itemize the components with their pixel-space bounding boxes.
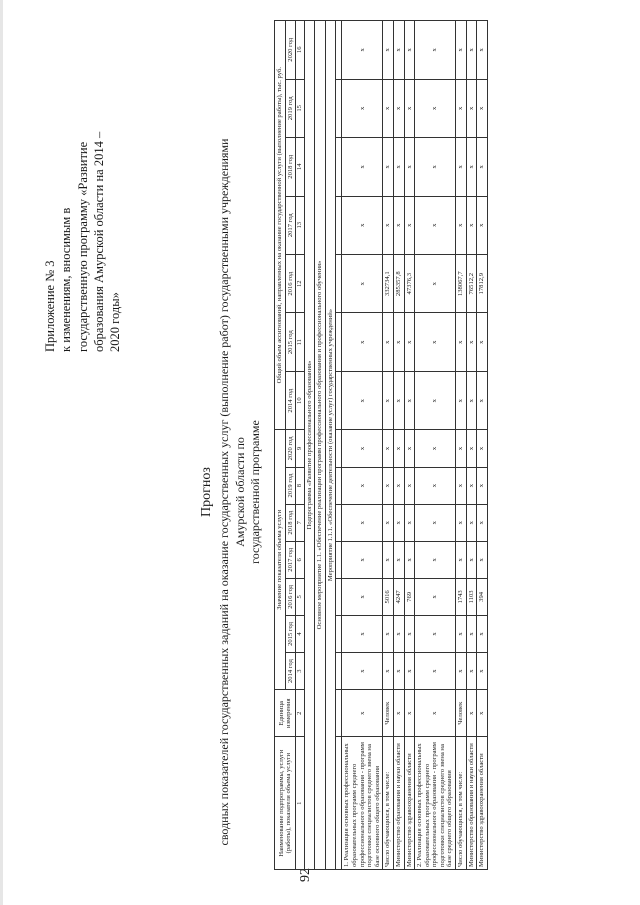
value-cell: х [404, 430, 415, 467]
finance-cell: х [393, 196, 404, 254]
finance-cell: х [393, 313, 404, 371]
value-cell: х [415, 541, 456, 578]
table-row [404, 21, 415, 870]
finance-cell: х [383, 313, 394, 371]
column-number: 1 [296, 737, 305, 870]
finance-cell: х [466, 21, 477, 80]
table-row [466, 21, 477, 870]
measure-row [325, 21, 336, 870]
finance-cell: 17812,9 [477, 254, 488, 312]
value-cell: х [383, 504, 394, 541]
finance-cell: х [466, 313, 477, 371]
row-unit-cell: х [466, 690, 477, 737]
row-unit-cell: х [393, 690, 404, 737]
finance-cell: х [466, 79, 477, 137]
title-line: государственной программе [248, 420, 263, 564]
column-number: 10 [296, 371, 305, 429]
column-number-row [296, 21, 305, 870]
value-cell: х [393, 653, 404, 690]
value-cell: 769 [404, 578, 415, 615]
value-cell: х [415, 467, 456, 504]
finance-cell: х [342, 313, 383, 371]
finance-cell: х [455, 21, 466, 80]
column-number: 6 [296, 541, 305, 578]
value-cell: х [415, 578, 456, 615]
finance-cell: х [415, 196, 456, 254]
finance-cell: х [455, 371, 466, 429]
finance-cell: х [415, 371, 456, 429]
value-cell: х [477, 467, 488, 504]
year-cell: 2014 год [285, 371, 296, 429]
value-cell: х [466, 504, 477, 541]
finance-cell: 138067,7 [455, 254, 466, 312]
finance-cell: х [342, 79, 383, 137]
table-row [383, 21, 394, 870]
value-cell: х [415, 504, 456, 541]
value-cell: х [466, 615, 477, 652]
row-name-cell: Министерство здравоохранения области [404, 737, 415, 870]
value-cell: х [466, 430, 477, 467]
finance-cell: х [455, 138, 466, 196]
row-unit-cell: х [342, 690, 383, 737]
column-number: 7 [296, 504, 305, 541]
value-cell: х [455, 430, 466, 467]
column-number: 8 [296, 467, 305, 504]
finance-cell: 76512,2 [466, 254, 477, 312]
finance-cell: х [455, 79, 466, 137]
value-cell: х [477, 504, 488, 541]
finance-cell: х [383, 196, 394, 254]
value-cell: х [455, 653, 466, 690]
finance-cell: х [404, 79, 415, 137]
finance-cell: х [383, 138, 394, 196]
subprogram-title: Подпрограмма «Развитие профессионального образования» [304, 21, 315, 870]
year-cell: 2016 год [285, 578, 296, 615]
column-number: 5 [296, 578, 305, 615]
value-cell: 5016 [383, 578, 394, 615]
finance-cell: х [393, 138, 404, 196]
column-number: 11 [296, 313, 305, 371]
year-cell: 2018 год [285, 138, 296, 196]
subprogram-row [304, 21, 315, 870]
value-cell: х [415, 653, 456, 690]
value-cell: х [342, 653, 383, 690]
finance-cell: х [342, 138, 383, 196]
value-cell: х [466, 653, 477, 690]
year-cell: 2015 год [285, 313, 296, 371]
value-cell: х [477, 615, 488, 652]
finance-cell: х [415, 138, 456, 196]
finance-cell: х [404, 138, 415, 196]
forecast-table [274, 20, 488, 870]
value-cell: х [404, 615, 415, 652]
value-cell: х [393, 615, 404, 652]
row-unit-cell: Человек [383, 690, 394, 737]
row-unit-cell: Человек [455, 690, 466, 737]
finance-cell: х [342, 21, 383, 80]
page-number: 92 [298, 868, 313, 882]
activity-title: Основное мероприятие 1.1. «Обеспечение реализации программ профессионального образования и профессионального обучения» [315, 21, 326, 870]
finance-cell: х [342, 196, 383, 254]
row-name-cell: Министерство здравоохранения области [477, 737, 488, 870]
finance-cell: х [466, 196, 477, 254]
finance-cell: х [404, 21, 415, 80]
finance-cell: х [415, 254, 456, 312]
appendix-note [42, 22, 123, 352]
column-number: 14 [296, 138, 305, 196]
value-cell: 4247 [393, 578, 404, 615]
value-cell: х [383, 615, 394, 652]
finance-cell: х [455, 313, 466, 371]
forecast-table-wrap [274, 20, 488, 870]
finance-cell: х [466, 371, 477, 429]
year-cell: 2017 год [285, 196, 296, 254]
finance-cell: 285357,8 [393, 254, 404, 312]
value-cell: х [342, 615, 383, 652]
value-cell: х [404, 467, 415, 504]
value-cell: х [466, 541, 477, 578]
column-number: 13 [296, 196, 305, 254]
value-cell: х [415, 430, 456, 467]
finance-cell: х [393, 21, 404, 80]
year-cell: 2019 год [285, 79, 296, 137]
year-cell: 2015 год [285, 615, 296, 652]
value-cell: х [455, 541, 466, 578]
value-cell: х [393, 504, 404, 541]
value-cell: 1743 [455, 578, 466, 615]
col-head-unit: Единица измерения [275, 690, 296, 737]
value-cell: х [404, 541, 415, 578]
value-cell: х [455, 504, 466, 541]
year-cell: 2019 год [285, 467, 296, 504]
row-name-cell: 1. Реализация основных профессиональных образовательных программ среднего профессионального образования - программ подготовки специалистов среднего звена на базе основного общего образования [342, 737, 383, 870]
value-cell: х [477, 653, 488, 690]
finance-cell: х [466, 138, 477, 196]
finance-cell: х [477, 21, 488, 80]
value-cell: х [342, 467, 383, 504]
value-cell: х [383, 467, 394, 504]
year-cell: 2018 год [285, 504, 296, 541]
table-row [393, 21, 404, 870]
row-unit-cell: х [477, 690, 488, 737]
finance-cell: х [415, 313, 456, 371]
value-cell: х [455, 467, 466, 504]
year-cell: 2016 год [285, 254, 296, 312]
value-cell: х [342, 430, 383, 467]
table-row [477, 21, 488, 870]
measure-title: Мероприятие 1.1.1. «Обеспечение деятельности (оказание услуг) государственных учреждений» [325, 21, 336, 870]
rotated-page [20, 12, 620, 892]
finance-cell: 47376,3 [404, 254, 415, 312]
appendix-line: Приложение № 3 [43, 260, 57, 352]
finance-cell: х [342, 371, 383, 429]
table-row [415, 21, 456, 870]
value-cell: х [477, 541, 488, 578]
value-cell: х [342, 504, 383, 541]
column-number: 12 [296, 254, 305, 312]
column-number: 16 [296, 21, 305, 80]
finance-cell: 332734,1 [383, 254, 394, 312]
finance-cell: х [477, 313, 488, 371]
finance-cell: х [404, 196, 415, 254]
col-head-values: Значение показателя объема услуги [275, 430, 286, 690]
appendix-line: образования Амурской области на 2014 – [91, 131, 106, 352]
row-name-cell: Министерство образования и науки области [466, 737, 477, 870]
value-cell: х [404, 504, 415, 541]
value-cell: х [466, 467, 477, 504]
value-cell: х [404, 653, 415, 690]
finance-cell: х [383, 21, 394, 80]
year-cell: 2020 год [285, 21, 296, 80]
row-name-cell: Число обучающихся, в том числе: [383, 737, 394, 870]
finance-cell: х [415, 79, 456, 137]
value-cell: х [455, 615, 466, 652]
table-row [455, 21, 466, 870]
row-name-cell: 2. Реализация основных профессиональных образовательных программ среднего профессионального образования - программ подготовки специалистов среднего звена на базе среднего общего образования [415, 737, 456, 870]
year-cell: 2014 год [285, 653, 296, 690]
appendix-line: государственную программу «Развитие [75, 141, 90, 352]
value-cell: х [393, 541, 404, 578]
value-cell: х [415, 615, 456, 652]
col-head-name: Наименование подпрограммы, услуги (работы), показателя объема услуги [275, 737, 296, 870]
table-body [342, 21, 487, 870]
value-cell: 394 [477, 578, 488, 615]
finance-cell: х [404, 371, 415, 429]
appendix-line: к изменениям, вносимым в [59, 207, 74, 352]
row-name-cell: Министерство образования и науки области [393, 737, 404, 870]
finance-cell: х [477, 196, 488, 254]
row-unit-cell: х [415, 690, 456, 737]
finance-cell: х [455, 196, 466, 254]
header-row [275, 21, 286, 870]
value-cell: х [383, 430, 394, 467]
column-number: 2 [296, 690, 305, 737]
value-cell: 1103 [466, 578, 477, 615]
finance-cell: х [383, 79, 394, 137]
title-main: Прогноз [199, 467, 214, 517]
finance-cell: х [342, 254, 383, 312]
value-cell: х [342, 541, 383, 578]
finance-cell: х [383, 371, 394, 429]
value-cell: х [393, 430, 404, 467]
finance-cell: х [393, 79, 404, 137]
activity-row [315, 21, 326, 870]
row-name-cell: Число обучающихся, в том числе: [455, 737, 466, 870]
row-unit-cell: х [404, 690, 415, 737]
value-cell: х [383, 541, 394, 578]
value-cell: х [477, 430, 488, 467]
finance-cell: х [477, 371, 488, 429]
document-title [198, 132, 264, 852]
table-row [342, 21, 383, 870]
year-cell: 2017 год [285, 541, 296, 578]
finance-cell: х [404, 313, 415, 371]
title-line: сводных показателей государственных заданий на оказание государственных услуг (выполнение работ) государственными учреждениями Амурской области по [217, 138, 247, 846]
column-number: 3 [296, 653, 305, 690]
year-cell: 2020 год [285, 430, 296, 467]
value-cell: х [383, 653, 394, 690]
finance-cell: х [415, 21, 456, 80]
value-cell: х [342, 578, 383, 615]
finance-cell: х [477, 138, 488, 196]
finance-cell: х [393, 371, 404, 429]
finance-cell: х [477, 79, 488, 137]
column-number: 9 [296, 430, 305, 467]
col-head-finance: Общий объем ассигнований, направленных на оказание государственной услуги (выполнение работы), тыс. руб. [275, 21, 286, 430]
appendix-line: 2020 годы» [108, 292, 122, 352]
value-cell: х [393, 467, 404, 504]
column-number: 4 [296, 615, 305, 652]
column-number: 15 [296, 79, 305, 137]
